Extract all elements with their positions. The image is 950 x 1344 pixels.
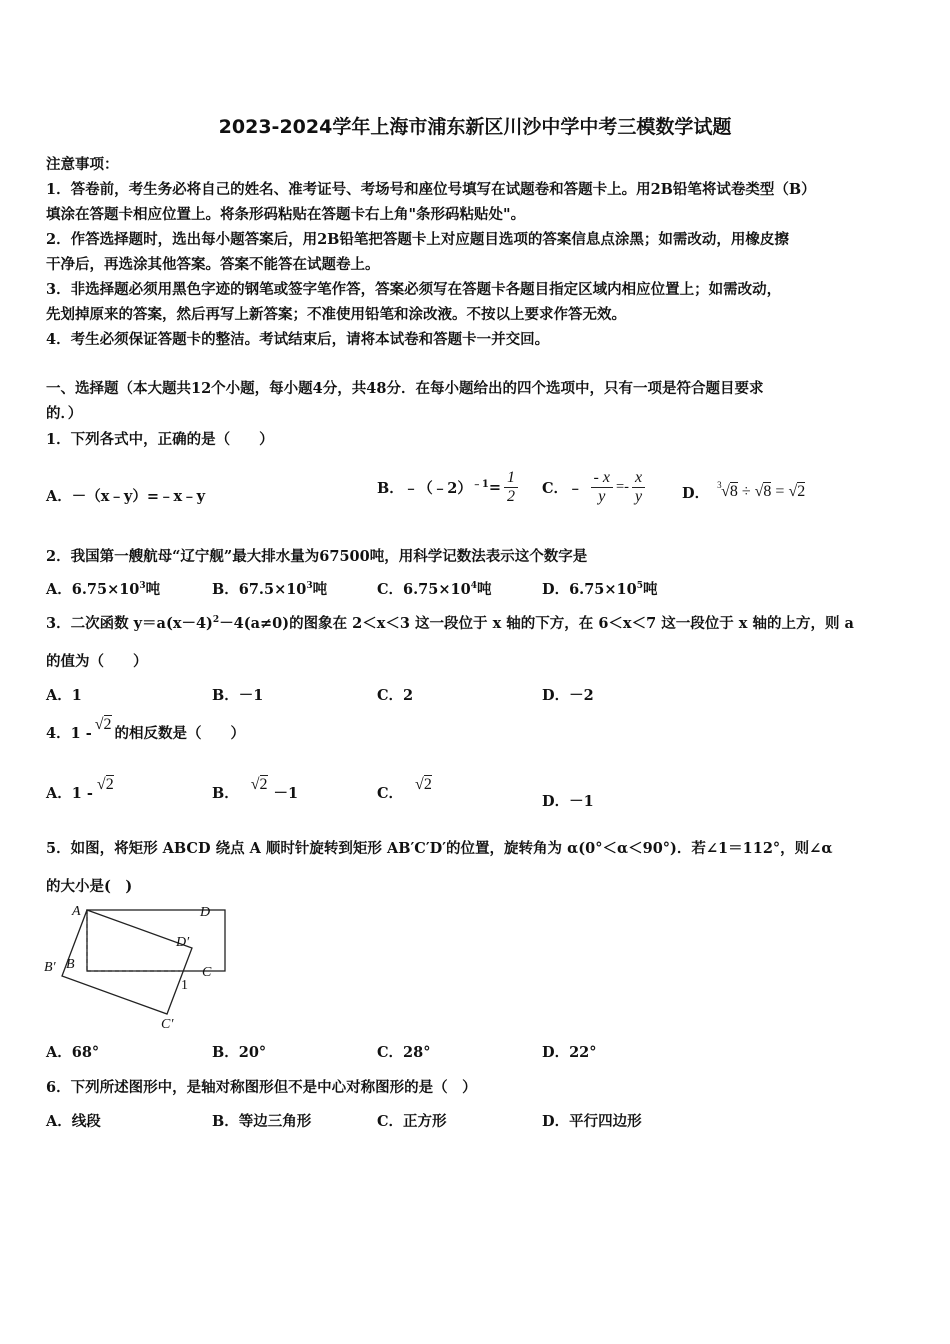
q2-b-exponent: 3	[306, 581, 313, 592]
q4-option-c	[377, 775, 432, 803]
label-c-prime: C′	[161, 1017, 174, 1032]
q2-option-c	[377, 578, 491, 599]
q3-option-b: B．－1	[212, 687, 264, 704]
notice-line-7: 4．考生必须保证答题卡的整洁。考试结束后，请将本试卷和答题卡一并交回。	[46, 331, 550, 348]
q4-stem-radicand: 2	[103, 715, 112, 733]
q6-option-a: A．线段	[46, 1113, 101, 1130]
q1-c-numerator-1: - x	[591, 469, 613, 488]
q1-d-cbrt-arg: 8	[729, 483, 738, 500]
q1-c-denominator-2: y	[635, 487, 643, 505]
q1-option-a: A．－（x﹣y）=﹣x﹣y	[46, 488, 206, 505]
q2-option-a	[46, 578, 160, 599]
q5-option-a: A．68°	[46, 1044, 100, 1061]
notice-line-2: 填涂在答题卡相应位置上。将条形码粘贴在答题卡右上角"条形码粘贴处"。	[46, 206, 526, 223]
q1-c-numerator-2: x	[632, 469, 645, 488]
q2-d-unit: 吨	[642, 581, 658, 598]
q1-option-b	[377, 465, 521, 509]
label-a: A	[72, 904, 81, 919]
q4-b-radicand: 2	[259, 775, 268, 793]
radical-icon: √	[250, 775, 260, 793]
q4-stem-rest: 的相反数是（ ）	[114, 725, 246, 742]
radical-icon: √	[94, 715, 104, 733]
label-d: D	[200, 905, 211, 920]
q1-option-c	[542, 465, 648, 509]
notice-line-1: 1．答卷前，考生务必将自己的姓名、准考证号、考场号和座位号填写在试题卷和答题卡上。用2B铅笔将试卷类型（B）	[46, 181, 816, 198]
q5-option-c: C．28°	[377, 1044, 431, 1061]
rectangle-ab-c-d-rotated	[62, 910, 192, 1014]
q1-d-cbrt-index: 3	[717, 480, 722, 490]
q1-b-equals: =	[488, 478, 501, 496]
q4-stem-text: 4．1 -	[46, 725, 92, 742]
section-heading-line-2: 的．）	[46, 405, 83, 422]
q6-option-b: B．等边三角形	[212, 1113, 312, 1130]
q1-d-sqrt-arg: 8	[763, 483, 772, 500]
q2-c-text: C．6.75×10	[377, 581, 471, 598]
q1-c-fraction-1	[591, 469, 613, 506]
notice-line-5: 3．非选择题必须用黑色字迹的钢笔或签字笔作答，答案必须写在答题卡各题目指定区域内相应位置上；如需改动，	[46, 281, 782, 298]
q3-stem-line-2: 的值为（ ）	[46, 653, 148, 670]
radical-icon: √	[415, 775, 424, 793]
q1-b-exponent: ﹣1	[471, 478, 489, 490]
radical-icon: √	[788, 483, 798, 500]
q1-b-fraction	[504, 469, 518, 506]
q2-a-unit: 吨	[145, 581, 161, 598]
q1-d-expression	[717, 480, 806, 501]
q6-stem: 6．下列所述图形中，是轴对称图形但不是中心对称图形的是（ ）	[46, 1079, 477, 1096]
page-title: 2023-2024学年上海市浦东新区川沙中学中考三模数学试题	[218, 116, 732, 138]
q5-stem-line-2: 的大小是( )	[46, 878, 133, 895]
label-b: B	[66, 957, 75, 972]
q4-a-radical	[97, 776, 114, 794]
q2-b-unit: 吨	[312, 581, 328, 598]
radical-icon: √	[721, 483, 730, 500]
q4-stem-radical	[95, 716, 112, 734]
q1-c-label: C．﹣	[542, 479, 583, 497]
q5-figure	[40, 898, 240, 1036]
q6-option-c: C．正方形	[377, 1113, 447, 1130]
q4-b-rest: －1	[273, 785, 299, 802]
q4-c-text: C．	[377, 785, 404, 802]
q2-option-d	[542, 578, 657, 599]
q3-stem-exponent: 2	[212, 615, 220, 626]
notice-line-4: 干净后，再选涂其他答案。答案不能答在试题卷上。	[46, 256, 380, 273]
q5-option-d: D．22°	[542, 1044, 597, 1061]
q3-stem	[46, 612, 854, 633]
q4-option-a	[46, 775, 114, 803]
q4-b-text: B．	[212, 785, 239, 802]
q1-b-numerator: 1	[504, 469, 518, 488]
q2-b-text: B．67.5×10	[212, 581, 307, 598]
q1-d-equals: =	[775, 483, 785, 500]
q2-option-b	[212, 578, 327, 599]
q1-d-divide: ÷	[741, 483, 751, 500]
q4-option-d: D．－1	[542, 793, 594, 810]
label-angle-1: 1	[181, 978, 188, 993]
label-c: C	[202, 965, 212, 980]
q4-a-radicand: 2	[105, 775, 114, 793]
q2-c-unit: 吨	[476, 581, 492, 598]
q1-c-denominator-1: y	[598, 487, 606, 505]
q2-stem: 2．我国第一艘航母“辽宁舰”最大排水量为67500吨，用科学记数法表示这个数字是	[46, 548, 588, 565]
q6-option-d: D．平行四边形	[542, 1113, 642, 1130]
q4-stem	[46, 715, 246, 743]
q4-c-radicand: 2	[423, 775, 432, 793]
section-heading-line-1: 一、选择题（本大题共12个小题，每小题4分，共48分．在每小题给出的四个选项中，只有一项是符合题目要求	[46, 380, 764, 397]
label-d-prime: D′	[176, 935, 190, 950]
label-b-prime: B′	[44, 960, 56, 975]
q1-b-denominator: 2	[506, 487, 515, 505]
q3-option-d: D．－2	[542, 687, 594, 704]
q4-c-radical	[415, 776, 432, 794]
q3-option-c: C．2	[377, 687, 414, 704]
q2-a-text: A．6.75×10	[46, 581, 140, 598]
q3-stem-text: 3．二次函数 y＝a(x－4)	[46, 615, 213, 632]
radical-icon: √	[754, 483, 764, 500]
q5-stem: 5．如图，将矩形 ABCD 绕点 A 顺时针旋转到矩形 AB′C′D′的位置，旋转角为 α(0°＜α＜90°)．若∠1＝112°，则∠α	[46, 840, 833, 857]
q2-c-exponent: 4	[470, 581, 477, 592]
notice-line-6: 先划掉原来的答案，然后再写上新答案；不准使用铅笔和涂改液。不按以上要求作答无效。	[46, 306, 626, 323]
q5-option-b: B．20°	[212, 1044, 267, 1061]
q4-a-text: A．1 -	[46, 785, 93, 802]
q1-c-fraction-2	[632, 469, 645, 506]
q3-stem-rest: －4(a≠0)的图象在 2＜x＜3 这一段位于 x 轴的下方，在 6＜x＜7 这一段位于 x 轴的上方，则 a	[219, 615, 854, 632]
radical-icon: √	[96, 775, 106, 793]
notice-heading: 注意事项：	[46, 156, 119, 173]
q4-option-b	[212, 775, 299, 803]
q1-d-result: 2	[797, 483, 806, 500]
q4-b-radical	[251, 776, 268, 794]
notice-line-3: 2．作答选择题时，选出每小题答案后，用2B铅笔把答题卡上对应题目选项的答案信息点涂黑；如需改动，用橡皮擦	[46, 231, 789, 248]
q2-a-exponent: 3	[139, 581, 146, 592]
q1-b-text: B．﹣（﹣2）	[377, 479, 472, 497]
q3-option-a: A．1	[46, 687, 82, 704]
q1-stem: 1．下列各式中，正确的是（ ）	[46, 431, 274, 448]
q2-d-exponent: 5	[636, 581, 643, 592]
q1-d-label: D．	[682, 484, 710, 502]
q1-c-equals: =-	[615, 478, 629, 495]
q2-d-text: D．6.75×10	[542, 581, 637, 598]
q1-option-d	[682, 472, 805, 512]
